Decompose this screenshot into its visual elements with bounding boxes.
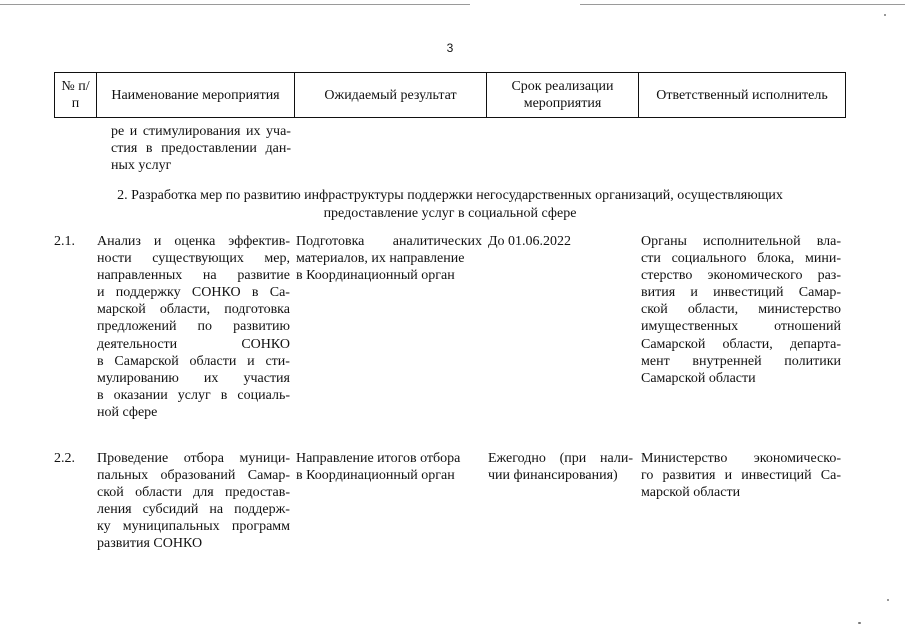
text-line [97, 301, 290, 318]
section-title-line: 2. Разработка мер по развитию инфраструктуры поддержки негосударственных организаций, осуществляющих [117, 188, 783, 203]
word: и [724, 468, 733, 484]
text-line [97, 250, 290, 267]
text-line: До 01.06.2022 [488, 234, 572, 249]
text-line [111, 123, 291, 140]
word: ности [97, 251, 132, 267]
word: существующих [152, 251, 244, 267]
word: Самарской [641, 336, 706, 352]
text-line: в Координационный орган [296, 468, 455, 484]
text-line [97, 518, 290, 535]
text-line [641, 318, 841, 335]
word: и [97, 285, 105, 301]
text-line [296, 233, 482, 250]
scan-speck [858, 622, 861, 624]
text-line [641, 250, 841, 267]
text-line [97, 501, 290, 518]
word: подготовка [224, 302, 290, 318]
text-line: Направление итогов отбора [296, 451, 461, 466]
word: аналитических [392, 234, 482, 249]
text-line: в Координационный орган [296, 268, 455, 284]
word: оказании [113, 387, 168, 403]
word: Ежегодно [488, 451, 546, 466]
header-result-label: Ожидаемый результат [324, 87, 457, 103]
text-line [641, 336, 841, 353]
section-title [60, 187, 840, 223]
word: раз- [817, 268, 841, 284]
word: и [129, 124, 138, 139]
word: отбора [183, 451, 224, 466]
word: на [209, 502, 224, 518]
text-line: марской области [641, 485, 741, 501]
word: деятельности [97, 336, 178, 352]
text-line [641, 301, 841, 318]
word: ской [641, 302, 668, 318]
text-line [97, 233, 290, 250]
section-title-line: предоставление услуг в социальной сфере [323, 206, 577, 221]
word: оценка [174, 234, 216, 249]
word: Самар- [247, 468, 290, 484]
header-result [294, 73, 486, 117]
word: Самарской [114, 353, 179, 369]
header-executor-label: Ответственный исполнитель [656, 87, 828, 103]
text-line [97, 353, 290, 370]
text-line [97, 284, 290, 301]
word: Анализ [97, 234, 141, 249]
word: предложений [97, 319, 177, 335]
header-period-label: Срок реализации мероприятия [511, 79, 614, 111]
text-line: чии финансирования) [488, 468, 618, 484]
word: Проведение [97, 451, 169, 466]
word: эффектив- [228, 234, 290, 249]
word: Министерство [641, 451, 728, 466]
scan-speck [887, 599, 889, 601]
row-name [97, 450, 290, 553]
word: области, [722, 336, 773, 352]
text-line [488, 450, 633, 467]
table-header [54, 72, 846, 118]
word: вития [641, 285, 676, 301]
header-executor [638, 73, 845, 117]
word: на [202, 268, 217, 284]
word: (при [559, 451, 587, 466]
word: уча- [266, 124, 291, 139]
text-line [641, 450, 841, 467]
row-result [296, 450, 482, 484]
word: муниципальных [122, 519, 220, 535]
word: предоставлении [161, 141, 257, 157]
word: и [247, 353, 255, 369]
word: развития [662, 468, 716, 484]
word: инвестиций [741, 468, 812, 484]
word: стимулирования [142, 124, 241, 139]
row-executor [641, 450, 841, 501]
text-line [641, 353, 841, 370]
word: мулированию [97, 370, 179, 386]
word: и [690, 285, 698, 301]
word: услуг [177, 387, 211, 403]
word: по [197, 319, 213, 335]
header-period [486, 73, 638, 117]
word: СОНКО [191, 285, 241, 301]
word: области, [159, 302, 211, 318]
word: социального [671, 251, 747, 267]
word: для [193, 485, 214, 501]
text-line [641, 233, 841, 250]
word: Органы [641, 234, 687, 249]
page-number: 3 [446, 41, 454, 55]
text-line: материалов, их направление [296, 251, 465, 267]
word: внутренней [692, 353, 762, 369]
word: ре [111, 124, 125, 139]
word: вла- [816, 234, 841, 249]
word: нали- [600, 451, 633, 466]
text-line [97, 318, 290, 335]
text-line [97, 387, 290, 404]
word: их [245, 124, 261, 139]
row-result [296, 233, 482, 284]
word: СОНКО [241, 336, 290, 352]
row-number: 2.2. [54, 451, 75, 466]
word: департа- [789, 336, 841, 352]
word: образований [160, 468, 236, 484]
word: министерство [758, 302, 841, 318]
row-period [488, 233, 633, 250]
word: социаль- [237, 387, 290, 403]
word: политики [784, 353, 841, 369]
word: сти [641, 251, 661, 267]
scan-edge-line [580, 4, 905, 5]
text-line [97, 370, 290, 387]
word: пальных [97, 468, 149, 484]
text-line [97, 450, 290, 467]
word: стия [111, 141, 138, 157]
word: предостав- [225, 485, 290, 501]
row-name [97, 233, 290, 421]
word: сти- [265, 353, 290, 369]
row-executor [641, 233, 841, 387]
text-line [97, 267, 290, 284]
text-line: ных услуг [111, 158, 172, 174]
word: блока, [757, 251, 795, 267]
word: мент [641, 353, 670, 369]
word: ской [97, 485, 124, 501]
word: инвестиций [713, 285, 784, 301]
word: развитию [233, 319, 290, 335]
text-line [111, 140, 291, 157]
word: в [97, 353, 104, 369]
header-name-label: Наименование мероприятия [111, 87, 280, 103]
text-line [97, 484, 290, 501]
word: их [203, 370, 219, 386]
word: исполнительной [703, 234, 801, 249]
text-line: развития СОНКО [97, 536, 203, 552]
word: направленных [97, 268, 183, 284]
word: в [220, 387, 228, 403]
text-line: ной сфере [97, 404, 158, 420]
word: участия [243, 370, 290, 386]
word: муници- [239, 451, 290, 466]
header-num-label: № п/п [61, 79, 90, 111]
word: экономическо- [753, 451, 841, 466]
word: мини- [805, 251, 841, 267]
word: мер, [264, 251, 290, 267]
word: области, [687, 302, 739, 318]
text-line: Самарской области [641, 370, 756, 386]
text-line [641, 267, 841, 284]
text-line [97, 467, 290, 484]
word: субсидий [142, 502, 199, 518]
word: Са- [269, 285, 290, 301]
word: марской [97, 302, 146, 318]
continuation-text [111, 123, 291, 174]
word: Подготовка [296, 234, 365, 249]
header-num [55, 73, 96, 117]
row-period [488, 450, 633, 484]
word: Самар- [798, 285, 841, 301]
word: стерство [641, 268, 693, 284]
word: развитие [237, 268, 290, 284]
word: области [189, 353, 237, 369]
word: дан- [265, 141, 291, 157]
word: области [135, 485, 182, 501]
word: го [641, 468, 654, 484]
word: ку [97, 519, 111, 535]
word: ления [97, 502, 132, 518]
word: экономического [707, 268, 803, 284]
word: программ [231, 519, 290, 535]
scan-edge-line [0, 4, 470, 5]
word: в [145, 141, 153, 157]
word: имущественных [641, 319, 739, 335]
text-line [641, 467, 841, 484]
row-number: 2.1. [54, 234, 75, 249]
word: отношений [774, 319, 841, 335]
word: поддержку [115, 285, 181, 301]
text-line [641, 284, 841, 301]
word: в [97, 387, 104, 403]
scan-speck [884, 14, 886, 16]
word: поддерж- [234, 502, 290, 518]
header-name [96, 73, 294, 117]
word: и [153, 234, 162, 249]
word: в [251, 285, 259, 301]
word: Са- [820, 468, 841, 484]
text-line [97, 336, 290, 353]
